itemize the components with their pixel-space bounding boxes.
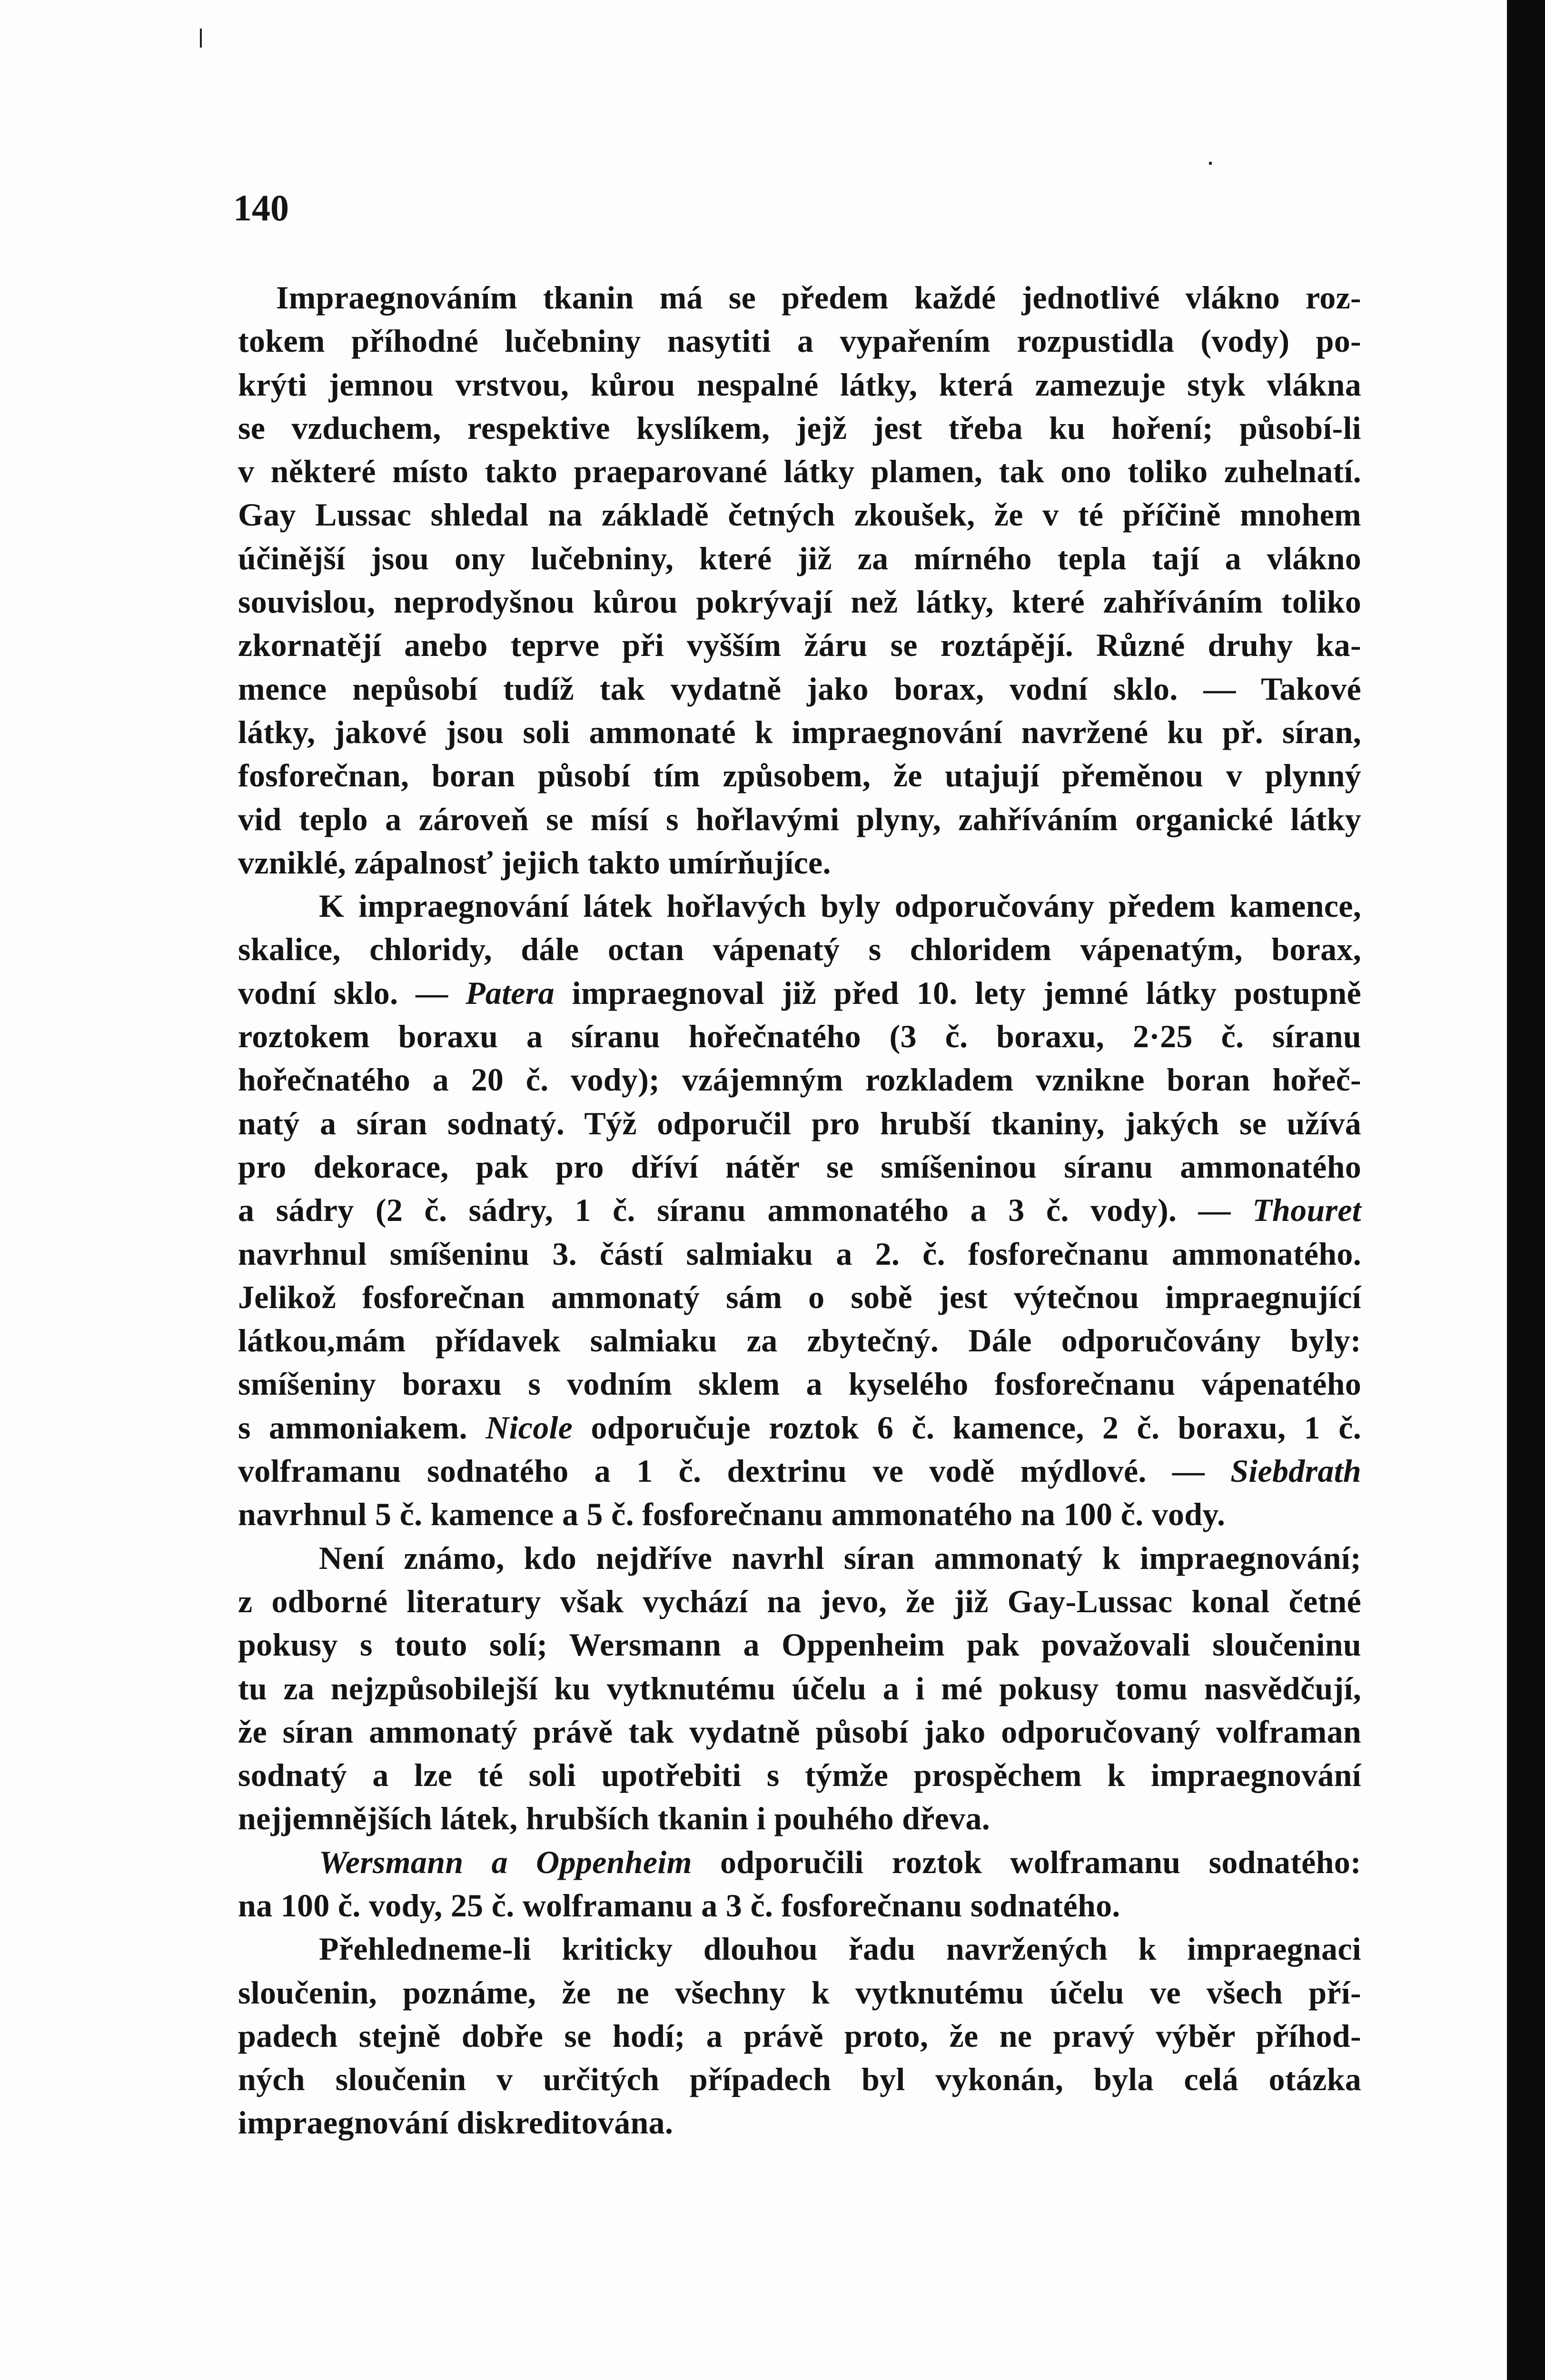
text-line: souvislou, neprodyšnou kůrou pokrývají než látky, které zahříváním toliko bbox=[238, 584, 1361, 620]
text-line: s ammoniakem. Nicole odporučuje roztok 6 č. kamence, 2 č. boraxu, 1 č. bbox=[238, 1409, 1361, 1446]
text-line: zkornatějí anebo teprve při vyšším žáru se roztápějí. Různé druhy ka- bbox=[238, 627, 1361, 664]
scan-border bbox=[1507, 0, 1545, 2380]
text-line: ných sloučenin v určitých případech byl vykonán, byla celá otázka bbox=[238, 2061, 1361, 2098]
text-line: hořečnatého a 20 č. vody); vzájemným rozkladem vznikne boran hořeč- bbox=[238, 1061, 1361, 1098]
text-line: tu za nejzpůsobilejší ku vytknutému účelu a i mé pokusy tomu nasvědčují, bbox=[238, 1670, 1361, 1706]
text-line: fosforečnan, boran působí tím způsobem, že utajují přeměnou v plynný bbox=[238, 757, 1361, 794]
text-line: látky, jakové jsou soli ammonaté k impraegnování navržené ku př. síran, bbox=[238, 714, 1361, 750]
text-line: natý a síran sodnatý. Týž odporučil pro hrubší tkaniny, jakých se užívá bbox=[238, 1105, 1361, 1141]
text-line: impraegnování diskreditována. bbox=[238, 2104, 673, 2141]
text-line: krýti jemnou vrstvou, kůrou nespalné látky, která zamezuje styk vlákna bbox=[238, 366, 1361, 403]
text-line: z odborné literatury však vychází na jevo, že již Gay-Lussac konal četné bbox=[238, 1583, 1361, 1619]
text-line: Wersmann a Oppenheim odporučili roztok wolframanu sodnatého: bbox=[319, 1844, 1361, 1880]
text-line: tokem příhodné lučebniny nasytiti a vypařením rozpustidla (vody) po- bbox=[238, 323, 1361, 359]
text-line: se vzduchem, respektive kyslíkem, jejž jest třeba ku hoření; působí-li bbox=[238, 409, 1361, 446]
text-line: sloučenin, poznáme, že ne všechny k vytknutému účelu ve všech pří- bbox=[238, 1974, 1361, 2011]
text-line: látkou,mám přídavek salmiaku za zbytečný. Dále odporučovány byly: bbox=[238, 1322, 1361, 1359]
text-line: pro dekorace, pak pro dříví nátěr se smíšeninou síranu ammonatého bbox=[238, 1148, 1361, 1185]
text-line: volframanu sodnatého a 1 č. dextrinu ve vodě mýdlové. — Siebdrath bbox=[238, 1453, 1361, 1489]
text-line: smíšeniny boraxu s vodním sklem a kyselého fosforečnanu vápenatého bbox=[238, 1366, 1361, 1402]
text-line: padech stejně dobře se hodí; a právě proto, že ne pravý výběr příhod- bbox=[238, 2017, 1361, 2054]
scan-speck bbox=[1209, 162, 1212, 165]
text-line: vid teplo a zároveň se mísí s hořlavými plyny, zahříváním organické látky bbox=[238, 801, 1361, 837]
scan-speck bbox=[200, 29, 202, 48]
body-text bbox=[238, 276, 1361, 2145]
text-line: Gay Lussac shledal na základě četných zkoušek, že v té příčině mnohem bbox=[238, 496, 1361, 533]
text-line: vzniklé, zápalnosť jejich takto umírňujíce. bbox=[238, 844, 831, 881]
text-line: skalice, chloridy, dále octan vápenatý s chloridem vápenatým, borax, bbox=[238, 931, 1361, 968]
text-line: navrhnul smíšeninu 3. částí salmiaku a 2. č. fosforečnanu ammonatého. bbox=[238, 1235, 1361, 1272]
text-line: vodní sklo. — Patera impraegnoval již před 10. lety jemné látky postupně bbox=[238, 974, 1361, 1011]
text-line: Jelikož fosforečnan ammonatý sám o sobě jest výtečnou impraegnující bbox=[238, 1279, 1361, 1315]
page-number: 140 bbox=[233, 187, 289, 228]
text-line: Není známo, kdo nejdříve navrhl síran ammonatý k impraegnování; bbox=[319, 1539, 1361, 1576]
text-line: pokusy s touto solí; Wersmann a Oppenheim pak považovali sloučeninu bbox=[238, 1626, 1361, 1663]
text-line: roztokem boraxu a síranu hořečnatého (3 č. boraxu, 2·25 č. síranu bbox=[238, 1018, 1361, 1055]
text-line: Přehledneme-li kriticky dlouhou řadu navržených k impraegnaci bbox=[319, 1931, 1361, 1967]
text-line: navrhnul 5 č. kamence a 5 č. fosforečnanu ammonatého na 100 č. vody. bbox=[238, 1496, 1226, 1533]
text-line: že síran ammonatý právě tak vydatně působí jako odporučovaný volframan bbox=[238, 1713, 1361, 1750]
text-line: nejjemnějších látek, hrubších tkanin i pouhého dřeva. bbox=[238, 1800, 990, 1837]
text-line: K impraegnování látek hořlavých byly odporučovány předem kamence, bbox=[319, 888, 1361, 924]
text-line: a sádry (2 č. sádry, 1 č. síranu ammonatého a 3 č. vody). — Thouret bbox=[238, 1192, 1361, 1229]
text-line: mence nepůsobí tudíž tak vydatně jako borax, vodní sklo. — Takové bbox=[238, 670, 1361, 707]
text-line: na 100 č. vody, 25 č. wolframanu a 3 č. fosforečnanu sodnatého. bbox=[238, 1887, 1120, 1924]
text-line: v některé místo takto praeparované látky plamen, tak ono toliko zuhelnatí. bbox=[238, 453, 1361, 490]
text-line: Impraegnováním tkanin má se předem každé jednotlivé vlákno roz- bbox=[276, 279, 1361, 316]
text-line: účinější jsou ony lučebniny, které již za mírného tepla tají a vlákno bbox=[238, 540, 1361, 576]
text-line: sodnatý a lze té soli upotřebiti s týmže prospěchem k impraegnování bbox=[238, 1757, 1361, 1794]
